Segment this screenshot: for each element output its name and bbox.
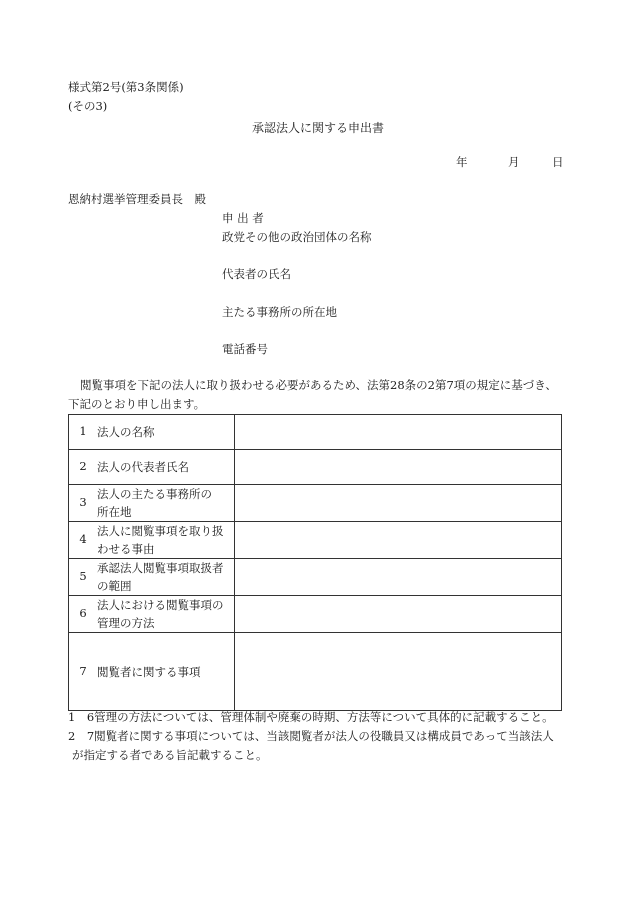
table-row (69, 485, 562, 522)
applicant-rep-name-label: 代表者の氏名 (222, 267, 291, 281)
entry-field-corporation-name[interactable] (235, 415, 562, 450)
request-statement-line2: 下記のとおり申し出ます。 (68, 397, 206, 411)
row-label: 法人の代表者氏名 (97, 460, 189, 474)
applicant-phone-label: 電話番号 (222, 342, 268, 356)
row-number: 5 (79, 569, 87, 584)
row-number: 3 (79, 495, 87, 510)
document-title: 承認法人に関する申出書 (252, 121, 385, 135)
form-number: 様式第2号(第3条関係) (68, 80, 184, 94)
table-row (69, 559, 562, 596)
applicant-org-name-label: 政党その他の政治団体の名称 (222, 230, 372, 244)
date-year: 年 (456, 155, 468, 169)
note-2: 2 7閲覧者に関する事項については、当該閲覧者が法人の役職員又は構成員であって当該法人 (68, 729, 554, 743)
date-day: 日 (552, 155, 564, 169)
table-row (69, 450, 562, 485)
table-row (69, 522, 562, 559)
form-sub-number: (その3) (68, 99, 108, 113)
row-label: 法人に閲覧事項を取り扱 わせる事由 (97, 524, 224, 556)
note-1: 1 6管理の方法については、管理体制や廃棄の時期、方法等について具体的に記載すること。 (68, 710, 554, 724)
date-line (456, 155, 564, 171)
entry-field-management-method[interactable] (235, 596, 562, 633)
row-number: 2 (79, 459, 87, 474)
row-label: 法人の名称 (97, 425, 155, 439)
date-month: 月 (508, 155, 520, 169)
request-statement-line1: 閲覧事項を下記の法人に取り扱わせる必要があるため、法第28条の2第7項の規定に基づき、 (80, 378, 557, 392)
note-2-continued: が指定する者である旨記載すること。 (72, 748, 268, 762)
application-table (68, 414, 562, 711)
row-label: 法人における閲覧事項の 管理の方法 (97, 598, 224, 630)
addressee: 恩納村選挙管理委員長 殿 (68, 192, 206, 206)
entry-field-reason[interactable] (235, 522, 562, 559)
request-statement (68, 376, 563, 414)
row-label: 法人の主たる事務所の 所在地 (97, 487, 212, 519)
notes (68, 708, 568, 765)
table-row (69, 633, 562, 711)
row-number: 1 (79, 424, 87, 439)
row-label: 閲覧者に関する事項 (97, 664, 201, 679)
row-label: 承認法人閲覧事項取扱者 の範囲 (97, 561, 224, 593)
applicant-office-label: 主たる事務所の所在地 (222, 305, 337, 319)
applicant-heading: 申 出 者 (222, 211, 264, 225)
table-row (69, 596, 562, 633)
row-number: 7 (79, 663, 87, 678)
entry-field-viewer-details[interactable] (235, 633, 562, 711)
entry-field-office-address[interactable] (235, 485, 562, 522)
row-number: 4 (79, 532, 87, 547)
entry-field-representative-name[interactable] (235, 450, 562, 485)
table-row (69, 415, 562, 450)
entry-field-handler-scope[interactable] (235, 559, 562, 596)
row-number: 6 (79, 606, 87, 621)
